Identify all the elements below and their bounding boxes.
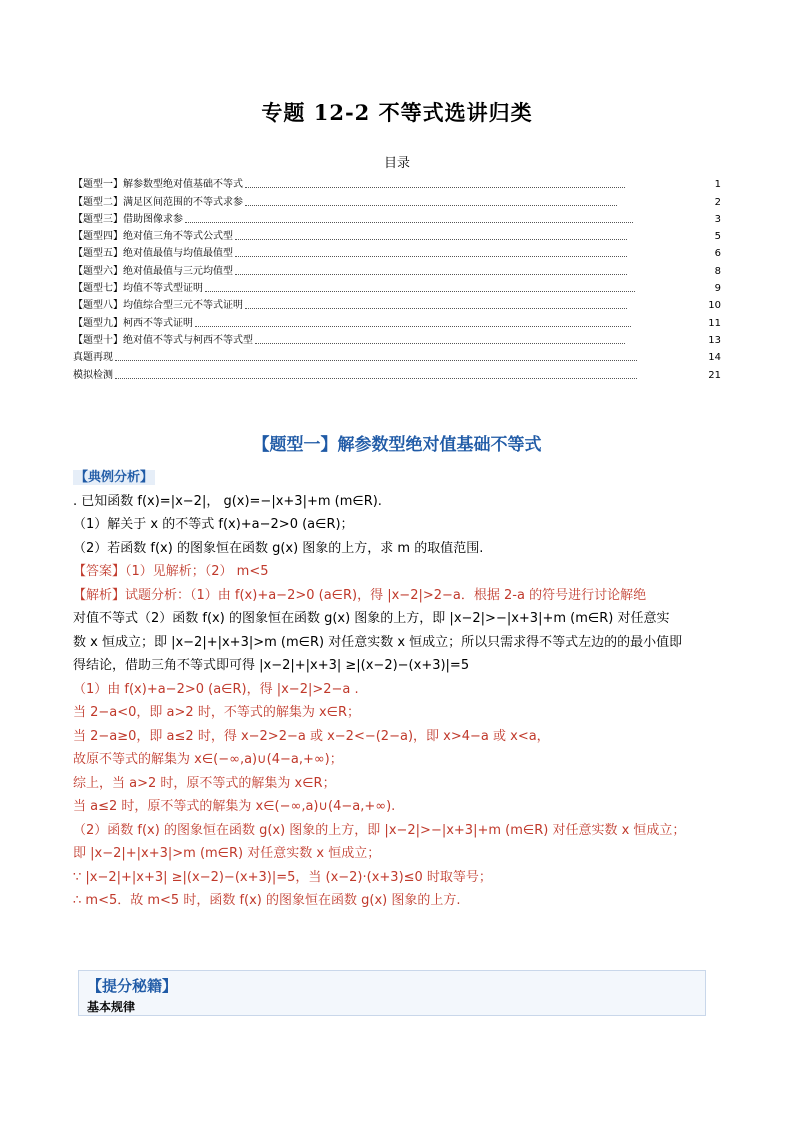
solution-line: 故原不等式的解集为 x∈(−∞,a)∪(4−a,+∞)；	[73, 752, 343, 767]
toc-leader-dots	[255, 343, 625, 344]
toc-leader-dots	[185, 222, 633, 223]
toc-item-label: 【题型一】解参数型绝对值基础不等式	[73, 179, 243, 191]
toc-item-page: 2	[714, 196, 721, 208]
toc-item-label: 模拟检测	[73, 369, 113, 381]
toc-item[interactable]	[73, 278, 721, 295]
toc-item-label: 【题型二】满足区间范围的不等式求参	[73, 196, 243, 208]
toc-leader-dots	[235, 256, 627, 257]
example-tag-line	[73, 466, 723, 490]
toc-item-page: 14	[708, 352, 721, 364]
analysis-line: 数 x 恒成立；即 |x−2|+|x+3|>m (m∈R) 对任意实数 x 恒成立；所以只需求得不等式左边的的最小值即	[73, 634, 683, 650]
toc-item-page: 5	[714, 231, 721, 243]
toc-item[interactable]	[73, 243, 721, 260]
toc-leader-dots	[205, 291, 635, 292]
toc-item-label: 【题型三】借助图像求参	[73, 213, 183, 225]
solution-line: 当 2−a<0，即 a>2 时，不等式的解集为 x∈R；	[73, 705, 361, 720]
toc-item-page: 10	[708, 300, 721, 312]
section-heading: 【题型一】解参数型绝对值基础不等式	[252, 435, 542, 455]
document-title: 专题 12-2 不等式选讲归类	[261, 100, 533, 125]
toc-item-page: 8	[714, 265, 721, 277]
toc-item[interactable]	[73, 226, 721, 243]
tips-title: 【提分秘籍】	[87, 977, 178, 995]
toc-item[interactable]	[73, 209, 721, 226]
toc-item[interactable]	[73, 330, 721, 347]
toc-item-page: 6	[714, 248, 721, 260]
toc-item-page: 11	[708, 317, 721, 329]
solution-line: 即 |x−2|+|x+3|>m (m∈R) 对任意实数 x 恒成立；	[73, 846, 381, 861]
toc-item-page: 21	[708, 369, 721, 381]
solution-line: 综上，当 a>2 时，原不等式的解集为 x∈R；	[73, 775, 336, 791]
toc-leader-dots	[195, 326, 631, 327]
toc-leader-dots	[245, 187, 625, 188]
toc-item[interactable]	[73, 295, 721, 312]
analysis-line: 对值不等式（2）函数 f(x) 的图象恒在函数 g(x) 图象的上方，即 |x−2|>−|x+3|+m (m∈R) 对任意实	[73, 611, 670, 626]
toc-heading: 目录	[383, 156, 410, 171]
example-body	[73, 466, 723, 913]
solution-line: ∵ |x−2|+|x+3| ≥|(x−2)−(x+3)|=5，当 (x−2)·(x+3)≤0 时取等号；	[73, 869, 492, 885]
solution-line: ∴ m<5．故 m<5 时，函数 f(x) 的图象恒在函数 g(x) 图象的上方.	[73, 893, 461, 908]
example-tag: 【典例分析】	[75, 470, 154, 485]
toc-leader-dots	[235, 274, 627, 275]
toc-item[interactable]	[73, 260, 721, 277]
toc-item-label: 【题型四】绝对值三角不等式公式型	[73, 231, 233, 243]
tips-box	[78, 970, 706, 1016]
solution-line: （1）由 f(x)+a−2>0 (a∈R)，得 |x−2|>2−a .	[73, 681, 359, 697]
toc-leader-dots	[245, 205, 617, 206]
toc-item[interactable]	[73, 174, 721, 191]
toc-item-page: 13	[708, 334, 721, 346]
table-of-contents	[73, 174, 721, 382]
analysis-line: 【解析】试题分析：（1）由 f(x)+a−2>0 (a∈R)，得 |x−2|>2−a．根据 2-a 的符号进行讨论解绝	[73, 587, 647, 603]
toc-leader-dots	[235, 239, 627, 240]
analysis-line: 得结论，借助三角不等式即可得 |x−2|+|x+3| ≥|(x−2)−(x+3)|=5	[73, 658, 470, 673]
toc-item-label: 【题型六】绝对值最值与三元均值型	[73, 265, 233, 277]
toc-item[interactable]	[73, 364, 721, 381]
toc-item-label: 【题型八】均值综合型三元不等式证明	[73, 300, 243, 312]
toc-item-page: 1	[714, 179, 721, 191]
toc-leader-dots	[115, 360, 637, 361]
solution-line: （2）函数 f(x) 的图象恒在函数 g(x) 图象的上方，即 |x−2|>−|x+3|+m (m∈R) 对任意实数 x 恒成立；	[73, 822, 686, 838]
solution-line: 当 2−a≥0，即 a≤2 时，得 x−2>2−a 或 x−2<−(2−a)，即 x>4−a 或 x<a，	[73, 728, 550, 744]
problem-line: （2）若函数 f(x) 的图象恒在函数 g(x) 图象的上方，求 m 的取值范围.	[73, 540, 484, 556]
toc-item-page: 3	[714, 213, 721, 225]
toc-item-label: 【题型五】绝对值最值与均值最值型	[73, 248, 233, 260]
toc-leader-dots	[115, 378, 637, 379]
toc-item-page: 9	[714, 283, 721, 295]
solution-line: 当 a≤2 时，原不等式的解集为 x∈(−∞,a)∪(4−a,+∞).	[73, 799, 396, 814]
toc-leader-dots	[245, 308, 627, 309]
toc-item-label: 【题型十】绝对值不等式与柯西不等式型	[73, 334, 253, 346]
answer-line: 【答案】（1）见解析；（2） m<5	[73, 564, 269, 579]
toc-item[interactable]	[73, 191, 721, 208]
toc-item-label: 【题型七】均值不等式型证明	[73, 283, 203, 295]
tips-subtitle: 基本规律	[87, 1000, 136, 1014]
toc-item-label: 【题型九】柯西不等式证明	[73, 317, 193, 329]
problem-line: . 已知函数 f(x)=|x−2|， g(x)=−|x+3|+m (m∈R).	[73, 493, 382, 509]
toc-item[interactable]	[73, 312, 721, 329]
toc-item-label: 真题再现	[73, 352, 113, 364]
problem-line: （1）解关于 x 的不等式 f(x)+a−2>0 (a∈R)；	[73, 517, 354, 532]
toc-item[interactable]	[73, 347, 721, 364]
